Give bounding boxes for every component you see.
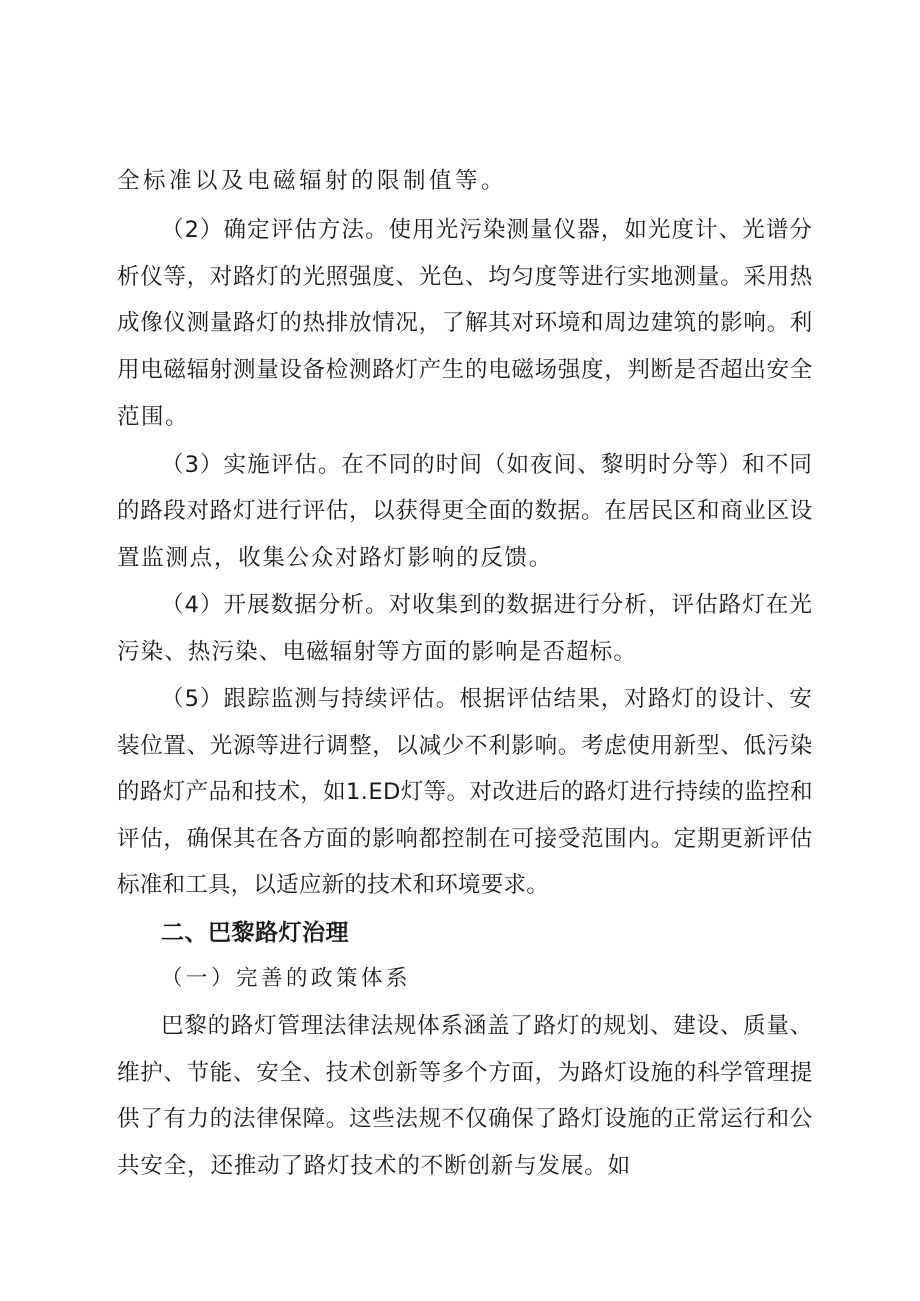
paragraph-line: 污染、热污染、电磁辐射等方面的影响是否超标。: [117, 639, 637, 665]
paragraph-line: 的路段对路灯进行评估，以获得更全面的数据。在居民区和商业区设: [117, 498, 813, 524]
paragraph-line: （2）确定评估方法。使用光污染测量仪器，如光度计、光谱分: [161, 217, 813, 243]
section-heading: 二、巴黎路灯治理: [161, 920, 349, 946]
paragraph-line: 范围。: [117, 404, 189, 430]
paragraph-line: （4）开展数据分析。对收集到的数据进行分析，评估路灯在光: [161, 592, 813, 618]
paragraph-line: 评估，确保其在各方面的影响都控制在可接受范围内。定期更新评估: [117, 826, 813, 852]
paragraph-line: 成像仪测量路灯的热排放情况，了解其对环境和周边建筑的影响。利: [117, 310, 813, 336]
paragraph-line: （5）跟踪监测与持续评估。根据评估结果，对路灯的设计、安: [161, 686, 813, 712]
subsection-heading: （一）完善的政策体系: [161, 966, 411, 991]
paragraph-line: 全标准以及电磁辐射的限制值等。: [117, 168, 507, 194]
paragraph-line: 巴黎的路灯管理法律法规体系涵盖了路灯的规划、建设、质量、: [161, 1013, 813, 1039]
paragraph-line: 维护、节能、安全、技术创新等多个方面，为路灯设施的科学管理提: [117, 1060, 813, 1086]
paragraph-line: （3）实施评估。在不同的时间（如夜间、黎明时分等）和不同: [161, 452, 813, 478]
paragraph-line: 装位置、光源等进行调整，以减少不利影响。考虑使用新型、低污染: [117, 733, 813, 759]
paragraph-line: 置监测点，收集公众对路灯影响的反馈。: [117, 545, 553, 571]
paragraph-line: 析仪等，对路灯的光照强度、光色、均匀度等进行实地测量。采用热: [117, 264, 813, 290]
paragraph-line: 标准和工具，以适应新的技术和环境要求。: [117, 872, 549, 898]
paragraph-line: 用电磁辐射测量设备检测路灯产生的电磁场强度，判断是否超出安全: [117, 357, 813, 383]
paragraph-line: 共安全，还推动了路灯技术的不断创新与发展。如: [117, 1153, 631, 1179]
paragraph-line: 供了有力的法律保障。这些法规不仅确保了路灯设施的正常运行和公: [117, 1106, 813, 1132]
paragraph-line: 的路灯产品和技术，如1.ED灯等。对改进后的路灯进行持续的监控和: [117, 779, 813, 805]
